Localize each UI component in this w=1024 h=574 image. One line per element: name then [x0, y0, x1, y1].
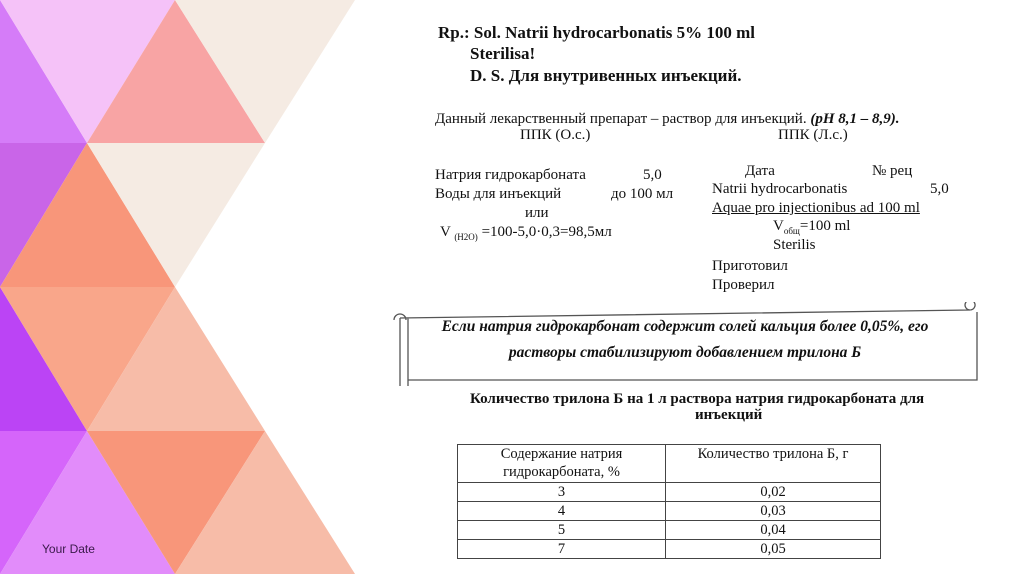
- os-row2-name: Воды для инъекций: [435, 186, 562, 202]
- os-row2-value: до 100 мл: [611, 186, 674, 202]
- footer-date: Your Date: [42, 542, 95, 556]
- os-formula: V $_{(H2O)}$ =100-5,0·0,3=98,5мл: [440, 224, 612, 242]
- ph-range: (pH 8,1 – 8,9).: [810, 111, 900, 127]
- ls-vtotal: $V_{общ}=100$ ml: [773, 218, 851, 236]
- ppk-os-title: ППК (О.с.): [520, 127, 591, 143]
- table-header: Количество трилона Б, г: [666, 445, 881, 483]
- prescription-line-1: Rp.: Sol. Natrii hydrocarbonatis 5% 100 ml: [438, 23, 756, 42]
- description-text: Данный лекарственный препарат – раствор для инъекций.: [435, 111, 807, 127]
- ppk-ls-title: ППК (Л.с.): [778, 127, 848, 143]
- table-title-line-1: Количество трилона Б на 1 л раствора натрия гидрокарбоната для: [470, 391, 925, 407]
- ls-checked: Проверил: [712, 277, 775, 293]
- table-row: 7 0,05: [458, 540, 881, 559]
- trilon-table: [457, 444, 881, 559]
- prescription-line-2: Sterilisa!: [470, 44, 536, 63]
- ls-sterilis: Sterilis: [773, 237, 816, 253]
- ls-recipe-no: № рец: [872, 163, 913, 179]
- prescription-line-3: D. S. Для внутривенных инъекций.: [470, 66, 742, 85]
- table-row: 3 0,02: [458, 483, 881, 502]
- ls-row2: Aquae pro injectionibus ad 100 ml: [712, 200, 920, 216]
- ls-row1-name: Natrii hydrocarbonatis: [712, 181, 848, 197]
- os-or: или: [525, 205, 549, 221]
- os-row1-name: Натрия гидрокарбоната: [435, 167, 586, 183]
- ls-prepared: Приготовил: [712, 258, 788, 274]
- os-row1-value: 5,0: [643, 167, 662, 183]
- table-title-line-2: инъекций: [695, 407, 763, 423]
- ls-row1-value: 5,0: [930, 181, 949, 197]
- decorative-triangle-pattern: [0, 0, 360, 574]
- table-row: 4 0,03: [458, 502, 881, 521]
- note-text: Если натрия гидрокарбонат содержит солей кальция более 0,05%, его растворы стабилизируют добавлением трилона Б: [441, 318, 929, 361]
- ls-date: Дата: [745, 163, 775, 179]
- table-row: 5 0,04: [458, 521, 881, 540]
- table-header: Содержание натрия гидрокарбоната, %: [458, 445, 666, 483]
